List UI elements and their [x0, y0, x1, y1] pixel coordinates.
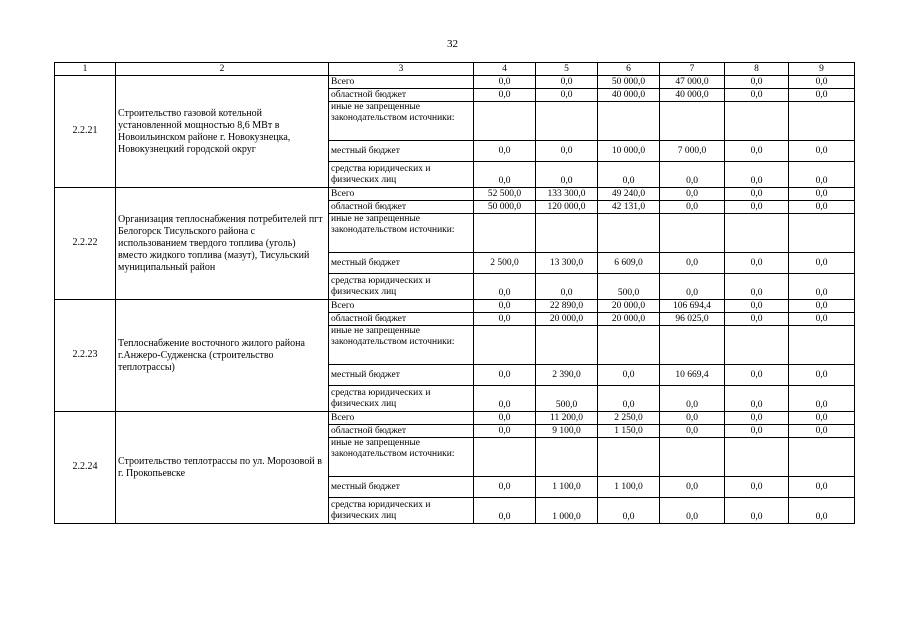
funding-source: Всего: [329, 76, 474, 89]
measure-code: 2.2.23: [55, 300, 116, 412]
amount-cell: 2 390,0: [536, 365, 598, 386]
funding-source: иные не запрещенные законодательством источники:: [329, 438, 474, 477]
amount-cell: 42 131,0: [598, 201, 660, 214]
amount-cell: [789, 102, 855, 141]
amount-cell: 0,0: [789, 141, 855, 162]
funding-source: Всего: [329, 300, 474, 313]
column-header: 6: [598, 63, 660, 76]
amount-cell: 47 000,0: [660, 76, 725, 89]
table-row: [55, 76, 855, 89]
amount-cell: 0,0: [725, 162, 789, 188]
amount-cell: 0,0: [789, 425, 855, 438]
column-header: 8: [725, 63, 789, 76]
amount-cell: 11 200,0: [536, 412, 598, 425]
amount-cell: 0,0: [725, 365, 789, 386]
amount-cell: 40 000,0: [660, 89, 725, 102]
amount-cell: 0,0: [725, 477, 789, 498]
amount-cell: 20 000,0: [598, 300, 660, 313]
amount-cell: [660, 102, 725, 141]
measure-code: 2.2.21: [55, 76, 116, 188]
table-row: [55, 300, 855, 313]
amount-cell: [474, 438, 536, 477]
amount-cell: [598, 326, 660, 365]
amount-cell: 0,0: [725, 300, 789, 313]
amount-cell: 0,0: [789, 188, 855, 201]
amount-cell: 0,0: [789, 498, 855, 524]
amount-cell: 1 000,0: [536, 498, 598, 524]
amount-cell: [536, 326, 598, 365]
amount-cell: [725, 102, 789, 141]
amount-cell: [598, 102, 660, 141]
amount-cell: 0,0: [725, 412, 789, 425]
amount-cell: 0,0: [474, 162, 536, 188]
amount-cell: 0,0: [660, 162, 725, 188]
amount-cell: 0,0: [789, 386, 855, 412]
amount-cell: 0,0: [789, 162, 855, 188]
amount-cell: [598, 438, 660, 477]
amount-cell: 0,0: [789, 313, 855, 326]
amount-cell: 2 250,0: [598, 412, 660, 425]
funding-source: областной бюджет: [329, 89, 474, 102]
amount-cell: 0,0: [725, 425, 789, 438]
amount-cell: 50 000,0: [598, 76, 660, 89]
amount-cell: 6 609,0: [598, 253, 660, 274]
funding-source: местный бюджет: [329, 477, 474, 498]
funding-source: Всего: [329, 188, 474, 201]
amount-cell: 1 150,0: [598, 425, 660, 438]
measure-name: Строительство теплотрассы по ул. Морозовой в г. Прокопьевске: [116, 412, 329, 524]
header-row: [55, 63, 855, 76]
amount-cell: 20 000,0: [536, 313, 598, 326]
amount-cell: 0,0: [474, 498, 536, 524]
amount-cell: 0,0: [474, 76, 536, 89]
measure-name: Организация теплоснабжения потребителей пгт Белогорск Тисульского района с использованием твердого топлива (уголь) вместо жидкого топлива (мазут), Тисульский муниципальный район: [116, 188, 329, 300]
funding-source: средства юридических и физических лиц: [329, 274, 474, 300]
amount-cell: 7 000,0: [660, 141, 725, 162]
amount-cell: 0,0: [536, 89, 598, 102]
column-header: 2: [116, 63, 329, 76]
amount-cell: [660, 214, 725, 253]
amount-cell: 0,0: [474, 89, 536, 102]
amount-cell: 0,0: [474, 412, 536, 425]
amount-cell: 0,0: [725, 89, 789, 102]
amount-cell: 0,0: [660, 412, 725, 425]
funding-source: областной бюджет: [329, 425, 474, 438]
amount-cell: 0,0: [789, 274, 855, 300]
amount-cell: 0,0: [536, 274, 598, 300]
funding-source: областной бюджет: [329, 201, 474, 214]
table-row: [55, 412, 855, 425]
amount-cell: 0,0: [725, 141, 789, 162]
funding-source: средства юридических и физических лиц: [329, 386, 474, 412]
amount-cell: [725, 326, 789, 365]
amount-cell: [660, 326, 725, 365]
amount-cell: [536, 102, 598, 141]
funding-source: Всего: [329, 412, 474, 425]
amount-cell: 0,0: [725, 188, 789, 201]
amount-cell: 0,0: [598, 365, 660, 386]
amount-cell: 0,0: [789, 477, 855, 498]
amount-cell: 96 025,0: [660, 313, 725, 326]
measure-name: Строительство газовой котельной установленной мощностью 8,6 МВт в Новоильинском районе г. Новокузнецка, Новокузнецкий городской округ: [116, 76, 329, 188]
funding-source: иные не запрещенные законодательством источники:: [329, 214, 474, 253]
amount-cell: 120 000,0: [536, 201, 598, 214]
amount-cell: 500,0: [598, 274, 660, 300]
amount-cell: 49 240,0: [598, 188, 660, 201]
amount-cell: 0,0: [474, 313, 536, 326]
amount-cell: 106 694,4: [660, 300, 725, 313]
funding-source: иные не запрещенные законодательством источники:: [329, 102, 474, 141]
amount-cell: 2 500,0: [474, 253, 536, 274]
amount-cell: 22 890,0: [536, 300, 598, 313]
amount-cell: 0,0: [789, 300, 855, 313]
funding-source: местный бюджет: [329, 253, 474, 274]
amount-cell: [789, 214, 855, 253]
amount-cell: [474, 326, 536, 365]
funding-source: средства юридических и физических лиц: [329, 498, 474, 524]
amount-cell: 0,0: [660, 386, 725, 412]
amount-cell: 0,0: [725, 313, 789, 326]
amount-cell: 40 000,0: [598, 89, 660, 102]
amount-cell: 0,0: [725, 274, 789, 300]
amount-cell: 50 000,0: [474, 201, 536, 214]
amount-cell: 0,0: [789, 365, 855, 386]
amount-cell: 0,0: [660, 498, 725, 524]
amount-cell: 20 000,0: [598, 313, 660, 326]
amount-cell: 0,0: [474, 386, 536, 412]
amount-cell: 0,0: [725, 386, 789, 412]
amount-cell: 0,0: [474, 365, 536, 386]
amount-cell: [474, 102, 536, 141]
amount-cell: 0,0: [789, 76, 855, 89]
amount-cell: 0,0: [660, 253, 725, 274]
financing-table: [54, 62, 855, 524]
table-row: [55, 188, 855, 201]
funding-source: средства юридических и физических лиц: [329, 162, 474, 188]
amount-cell: 0,0: [725, 201, 789, 214]
amount-cell: 0,0: [660, 274, 725, 300]
amount-cell: 10 000,0: [598, 141, 660, 162]
amount-cell: 10 669,4: [660, 365, 725, 386]
amount-cell: 0,0: [474, 425, 536, 438]
amount-cell: 1 100,0: [536, 477, 598, 498]
measure-name: Теплоснабжение восточного жилого района г.Анжеро-Судженска (строительство теплотрассы): [116, 300, 329, 412]
funding-source: местный бюджет: [329, 365, 474, 386]
amount-cell: 0,0: [789, 201, 855, 214]
column-header: 5: [536, 63, 598, 76]
amount-cell: 0,0: [789, 253, 855, 274]
amount-cell: [660, 438, 725, 477]
funding-source: иные не запрещенные законодательством источники:: [329, 326, 474, 365]
amount-cell: [789, 326, 855, 365]
column-header: 9: [789, 63, 855, 76]
column-header: 7: [660, 63, 725, 76]
column-header: 4: [474, 63, 536, 76]
amount-cell: 0,0: [474, 300, 536, 313]
funding-source: местный бюджет: [329, 141, 474, 162]
amount-cell: 133 300,0: [536, 188, 598, 201]
funding-source: областной бюджет: [329, 313, 474, 326]
amount-cell: 0,0: [725, 76, 789, 89]
amount-cell: 1 100,0: [598, 477, 660, 498]
amount-cell: 0,0: [725, 253, 789, 274]
amount-cell: 0,0: [660, 425, 725, 438]
amount-cell: 9 100,0: [536, 425, 598, 438]
amount-cell: 0,0: [660, 201, 725, 214]
amount-cell: [725, 214, 789, 253]
amount-cell: [789, 438, 855, 477]
amount-cell: 0,0: [598, 162, 660, 188]
page-number: 32: [447, 38, 458, 50]
amount-cell: 52 500,0: [474, 188, 536, 201]
amount-cell: 0,0: [536, 76, 598, 89]
amount-cell: 0,0: [536, 141, 598, 162]
amount-cell: 0,0: [474, 141, 536, 162]
amount-cell: [536, 214, 598, 253]
measure-code: 2.2.24: [55, 412, 116, 524]
amount-cell: 0,0: [598, 386, 660, 412]
amount-cell: 0,0: [789, 412, 855, 425]
amount-cell: 0,0: [598, 498, 660, 524]
amount-cell: 13 300,0: [536, 253, 598, 274]
amount-cell: 0,0: [725, 498, 789, 524]
measure-code: 2.2.22: [55, 188, 116, 300]
amount-cell: 0,0: [660, 477, 725, 498]
column-header: 1: [55, 63, 116, 76]
amount-cell: 0,0: [789, 89, 855, 102]
amount-cell: 0,0: [660, 188, 725, 201]
amount-cell: [536, 438, 598, 477]
amount-cell: [725, 438, 789, 477]
amount-cell: 0,0: [474, 477, 536, 498]
amount-cell: [598, 214, 660, 253]
amount-cell: 500,0: [536, 386, 598, 412]
column-header: 3: [329, 63, 474, 76]
amount-cell: 0,0: [474, 274, 536, 300]
amount-cell: [474, 214, 536, 253]
amount-cell: 0,0: [536, 162, 598, 188]
